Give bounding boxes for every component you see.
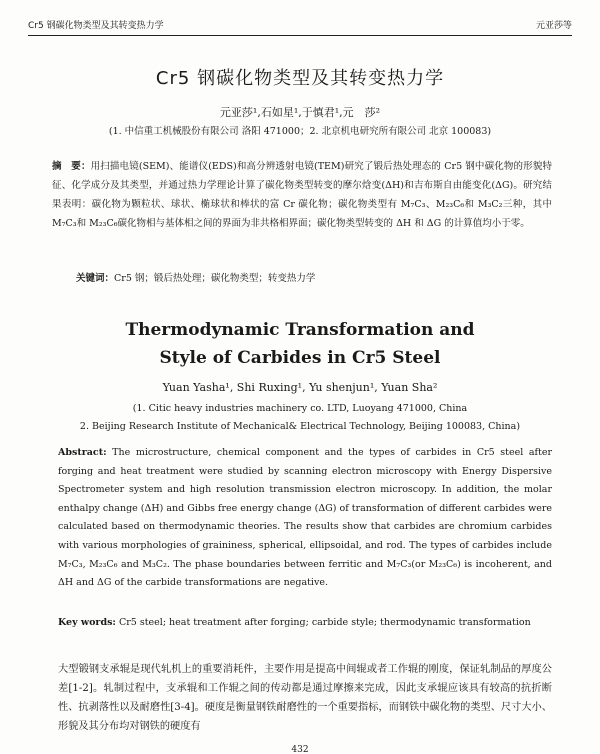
- zh-title: Cr5 钢碳化物类型及其转变热力学: [155, 68, 445, 89]
- en-title-line1: Thermodynamic Transformation and: [125, 320, 475, 340]
- zh-keywords: [76, 270, 552, 284]
- zh-abstract: [52, 157, 552, 233]
- en-authors: Yuan Yasha¹, Shi Ruxing¹, Yu shenjun¹, Yuan Sha²: [162, 381, 438, 394]
- en-title-line2: Style of Carbides in Cr5 Steel: [159, 348, 441, 368]
- running-title: Cr5 钢碳化物类型及其转变热力学: [28, 21, 164, 31]
- page-number: 432: [291, 745, 309, 754]
- zh-abstract-label: 摘 要：: [52, 161, 91, 172]
- en-keywords-text: Cr5 steel; heat treatment after forging; carbide style; thermodynamic transformation: [118, 617, 531, 628]
- en-keywords-label: Key words:: [58, 617, 116, 628]
- zh-keywords-text: Cr5 钢；锻后热处理；碳化物类型；转变热力学: [114, 273, 316, 284]
- en-affiliation-1: (1. Citic heavy industries machinery co. LTD, Luoyang 471000, China: [132, 403, 468, 414]
- running-header: [28, 18, 572, 32]
- body-paragraph: 大型锻钢支承辊是现代轧机上的重要消耗件，主要作用是提高中间辊或者工作辊的刚度，保证轧制品的厚度公差[1-2]。轧制过程中，支承辊和工作辊之间的传动都是通过摩擦来完成，因此支承辊应该具有较高的抗折断性、抗剥落性以及耐磨性[3-4]。硬度是衡量钢铁耐磨性的一个重要指标，而钢铁中碳化物的类型、尺寸大小、形貌及其分布均对钢铁的硬度有: [58, 664, 552, 732]
- en-abstract-label: Abstract:: [58, 447, 107, 458]
- en-affiliation-2: 2. Beijing Research Institute of Mechanical& Electrical Technology, Beijing 100083, China): [79, 421, 521, 432]
- zh-keywords-label: 关键词：: [76, 273, 115, 284]
- header-rule: [28, 35, 572, 36]
- en-abstract: [58, 444, 552, 593]
- en-abstract-text: The microstructure, chemical component and the types of carbides in Cr5 steel after forging and heat treatment were studied by scanning electron microscopy with Energy Dispersive Spectrometer system and high resolution transmission electron microscopy. In addition, the molar enthalpy change (ΔH) and Gibbs free energy change (ΔG) of transformation of different carbides were calculated based on thermodynamic theories. The results show that carbides are chromium carbides with various morphologies of graininess, spherical, ellipsoidal, and rod. The types of carbides include M₇C₃, M₂₃C₆ and M₃C₂. The phase boundaries between ferritic and M₇C₃(or M₂₃C₆) is incoherent, and ΔH and ΔG of the carbide transformations are negative.: [58, 447, 552, 589]
- zh-affiliation: (1. 中信重工机械股份有限公司 洛阳 471000；2. 北京机电研究所有限公司 北京 100083): [108, 126, 492, 137]
- en-title: [0, 316, 600, 372]
- zh-abstract-text: 用扫描电镜(SEM)、能谱仪(EDS)和高分辨透射电镜(TEM)研究了锻后热处理态的 Cr5 钢中碳化物的形貌特征、化学成分及其类型，并通过热力学理论计算了碳化物类型转变的摩尔焓变(ΔH)和吉布斯自由能变化(ΔG)。研究结果表明：碳化物为颗粒状、球状、椭球状和棒状的富 Cr 碳化物；碳化物类型有 M₇C₃、M₂₃C₆和 M₃C₂三种，其中 M₇C₃和 M₂₃C₆碳化物相与基体相之间的界面为非共格相界面；碳化物类型转变的 ΔH 和 ΔG 的计算值均小于零。: [52, 161, 552, 229]
- running-author: 元亚莎等: [535, 21, 572, 31]
- en-keywords: [58, 614, 552, 632]
- zh-authors: 元亚莎¹,石如星¹,于慎君¹,元 莎²: [219, 106, 381, 119]
